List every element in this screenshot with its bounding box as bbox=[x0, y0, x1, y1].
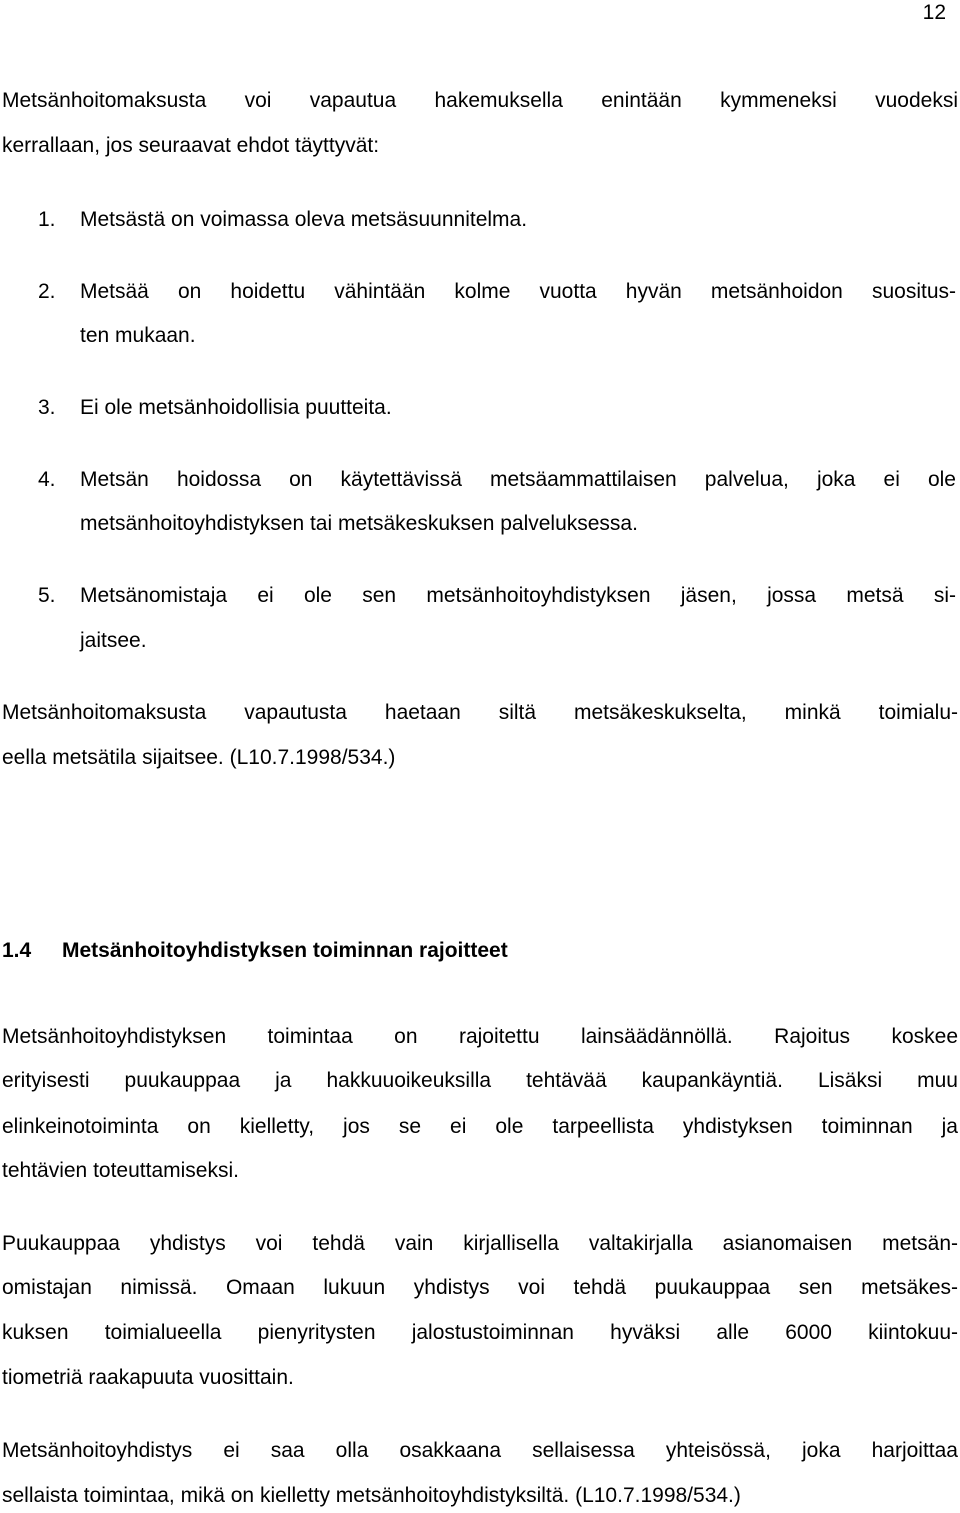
list-item-text: jaitsee. bbox=[80, 629, 147, 652]
text-line: sellaista toimintaa, mikä on kielletty metsänhoitoyhdistyksiltä. (L10.7.1998/534.) bbox=[2, 1484, 741, 1507]
list-item-text: Metsästä on voimassa oleva metsäsuunnitelma. bbox=[80, 208, 528, 231]
text-line: Metsänhoitomaksusta voi vapautua hakemuksella enintään kymmeneksi vuodeksi bbox=[2, 89, 958, 112]
page-number: 12 bbox=[922, 1, 946, 24]
list-item-text: ten mukaan. bbox=[80, 324, 196, 347]
text-line: Metsänhoitoyhdistyksen toimintaa on rajoitettu lainsäädännöllä. Rajoitus koskee bbox=[2, 1025, 958, 1048]
list-item-number: 5. bbox=[38, 584, 56, 607]
list-item-number: 1. bbox=[38, 208, 56, 231]
section-title: Metsänhoitoyhdistyksen toiminnan rajoitteet bbox=[62, 939, 508, 962]
text-line: erityisesti puukauppaa ja hakkuuoikeuksilla tehtävää kaupankäyntiä. Lisäksi muu bbox=[2, 1069, 958, 1092]
text-line: kuksen toimialueella pienyritysten jalostustoiminnan hyväksi alle 6000 kiintokuu- bbox=[2, 1321, 958, 1344]
list-item-text: Metsän hoidossa on käytettävissä metsäammattilaisen palvelua, joka ei ole bbox=[80, 468, 956, 491]
list-item-text: Metsää on hoidettu vähintään kolme vuotta hyvän metsänhoidon suositus- bbox=[80, 280, 956, 303]
section-heading bbox=[2, 938, 508, 964]
list-item-number: 4. bbox=[38, 468, 56, 491]
text-line: tehtävien toteuttamiseksi. bbox=[2, 1159, 239, 1182]
text-line: Metsänhoitoyhdistys ei saa olla osakkaana sellaisessa yhteisössä, joka harjoittaa bbox=[2, 1439, 958, 1462]
list-item-text: Ei ole metsänhoidollisia puutteita. bbox=[80, 396, 392, 419]
text-line: eella metsätila sijaitsee. (L10.7.1998/534.) bbox=[2, 746, 396, 769]
text-line: omistajan nimissä. Omaan lukuun yhdistys voi tehdä puukauppaa sen metsäkes- bbox=[2, 1276, 958, 1299]
text-line: kerrallaan, jos seuraavat ehdot täyttyvät: bbox=[2, 134, 380, 157]
text-line: Puukauppaa yhdistys voi tehdä vain kirjallisella valtakirjalla asianomaisen metsän- bbox=[2, 1232, 958, 1255]
text-line: Metsänhoitomaksusta vapautusta haetaan siltä metsäkeskukselta, minkä toimialu- bbox=[2, 701, 958, 724]
list-item-text: metsänhoitoyhdistyksen tai metsäkeskuksen palveluksessa. bbox=[80, 512, 638, 535]
list-item-text: Metsänomistaja ei ole sen metsänhoitoyhdistyksen jäsen, jossa metsä si- bbox=[80, 584, 956, 607]
list-item-number: 2. bbox=[38, 280, 56, 303]
section-number: 1.4 bbox=[2, 939, 32, 962]
text-line: elinkeinotoiminta on kielletty, jos se ei ole tarpeellista yhdistyksen toiminnan ja bbox=[2, 1115, 958, 1138]
list-item-number: 3. bbox=[38, 396, 56, 419]
text-line: tiometriä raakapuuta vuosittain. bbox=[2, 1366, 294, 1389]
